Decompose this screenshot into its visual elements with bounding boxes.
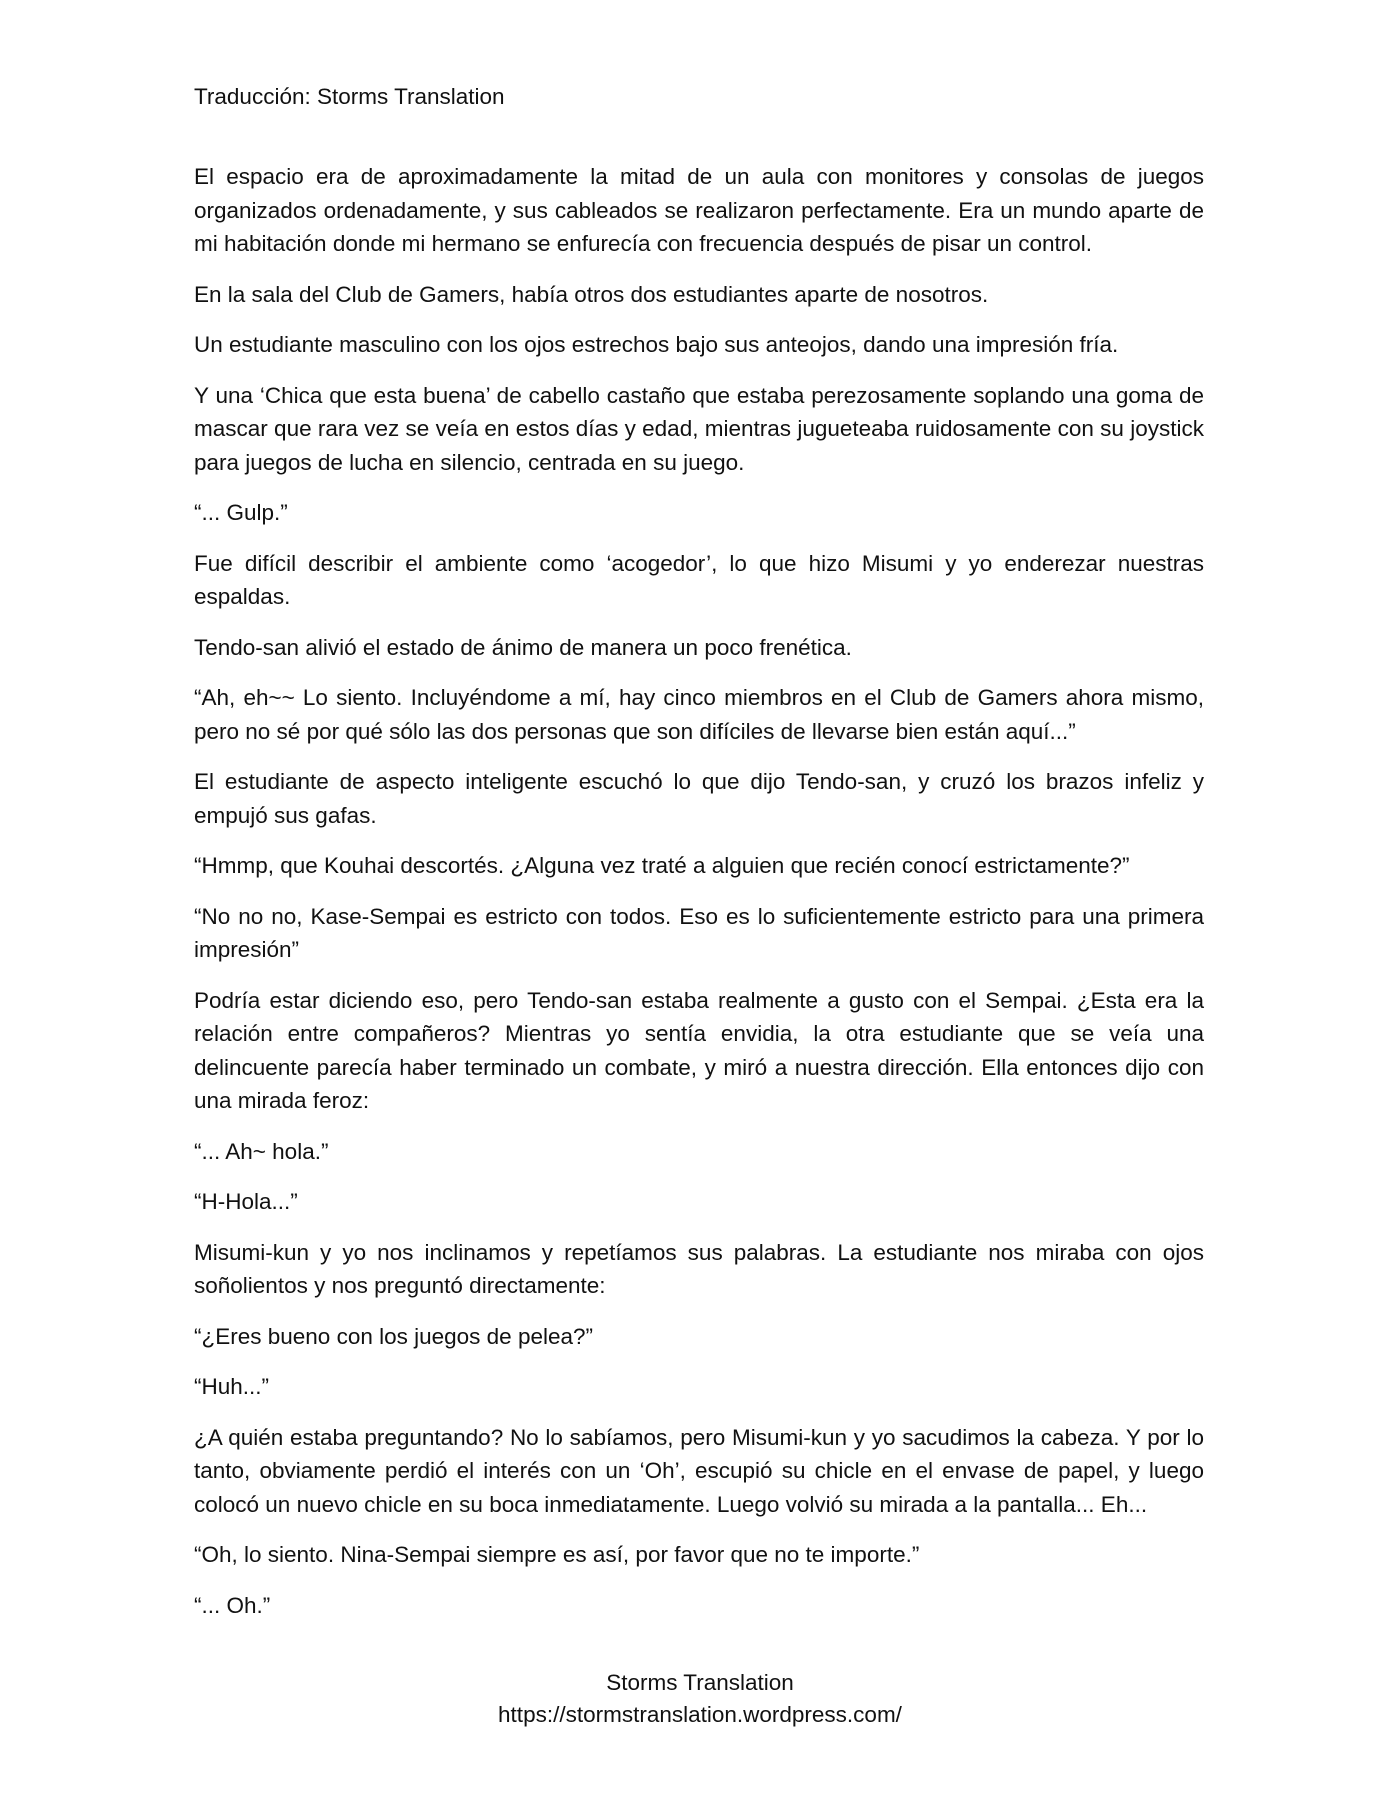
paragraph: El estudiante de aspecto inteligente escuchó lo que dijo Tendo-san, y cruzó los brazos infeliz y empujó sus gafas. xyxy=(194,769,1204,828)
paragraph: “... Ah~ hola.” xyxy=(194,1138,329,1164)
paragraph: Fue difícil describir el ambiente como ‘acogedor’, lo que hizo Misumi y yo enderezar nuestras espaldas. xyxy=(194,550,1204,609)
paragraph: El espacio era de aproximadamente la mitad de un aula con monitores y consolas de juegos organizados ordenadamente, y sus cableados se realizaron perfectamente. Era un mundo aparte de mi habitación donde mi hermano se enfurecía con frecuencia después de pisar un control. xyxy=(194,164,1204,256)
paragraph: “Ah, eh~~ Lo siento. Incluyéndome a mí, hay cinco miembros en el Club de Gamers ahora mismo, pero no sé por qué sólo las dos personas que son difíciles de llevarse bien están aquí...” xyxy=(194,685,1204,744)
paragraph: ¿A quién estaba preguntando? No lo sabíamos, pero Misumi-kun y yo sacudimos la cabeza. Y por lo tanto, obviamente perdió el interés con un ‘Oh’, escupió su chicle en el envase de papel, y luego colocó un nuevo chicle en su boca inmediatamente. Luego volvió su mirada a la pantalla... Eh... xyxy=(194,1424,1204,1517)
story-body xyxy=(194,160,1204,1639)
paragraph: “H-Hola...” xyxy=(194,1189,298,1214)
footer-site-name: Storms Translation xyxy=(606,1670,794,1695)
paragraph: Podría estar diciendo eso, pero Tendo-san estaba realmente a gusto con el Sempai. ¿Esta era la relación entre compañeros? Mientras yo sentía envidia, la otra estudiante que se veía una delincuente parecía haber terminado un combate, y miró a nuestra dirección. Ella entonces dijo con una mirada feroz: xyxy=(194,987,1204,1113)
paragraph: “¿Eres bueno con los juegos de pelea?” xyxy=(194,1323,594,1349)
paragraph: “Oh, lo siento. Nina-Sempai siempre es así, por favor que no te importe.” xyxy=(194,1542,920,1567)
paragraph: “... Oh.” xyxy=(194,1592,271,1618)
paragraph: Un estudiante masculino con los ojos estrechos bajo sus anteojos, dando una impresión fría. xyxy=(194,332,1119,357)
paragraph: Y una ‘Chica que esta buena’ de cabello castaño que estaba perezosamente soplando una goma de mascar que rara vez se veía en estos días y edad, mientras jugueteaba ruidosamente con su joystick para juegos de lucha en silencio, centrada en su juego. xyxy=(194,382,1204,475)
paragraph: “Huh...” xyxy=(194,1374,270,1399)
paragraph: “No no no, Kase-Sempai es estricto con todos. Eso es lo suficientemente estricto para una primera impresión” xyxy=(194,903,1204,962)
paragraph: En la sala del Club de Gamers, había otros dos estudiantes aparte de nosotros. xyxy=(194,281,989,307)
paragraph: “Hmmp, que Kouhai descortés. ¿Alguna vez traté a alguien que recién conocí estrictamente?” xyxy=(194,853,1130,878)
footer-site-url[interactable]: https://stormstranslation.wordpress.com/ xyxy=(498,1702,902,1727)
paragraph: Misumi-kun y yo nos inclinamos y repetíamos sus palabras. La estudiante nos miraba con ojos soñolientos y nos preguntó directamente: xyxy=(194,1239,1204,1298)
page-footer xyxy=(0,1667,1400,1731)
paragraph: “... Gulp.” xyxy=(194,500,288,525)
translation-credit: Traducción: Storms Translation xyxy=(194,84,505,109)
paragraph: Tendo-san alivió el estado de ánimo de manera un poco frenética. xyxy=(194,634,852,660)
